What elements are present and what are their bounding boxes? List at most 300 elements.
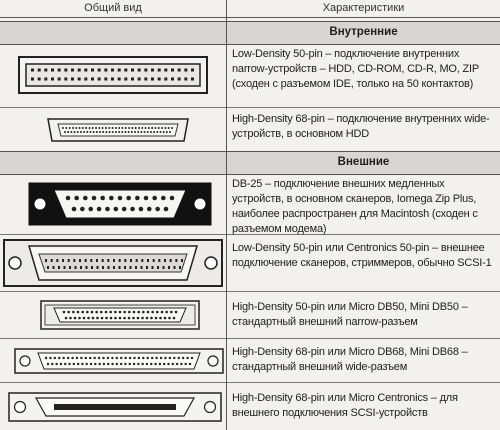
connector-pin — [163, 131, 165, 133]
connector-pin — [164, 127, 166, 129]
connector-pin — [93, 357, 95, 359]
connector-pin — [118, 78, 121, 81]
connector-pin — [158, 127, 160, 129]
connector-pin — [105, 127, 107, 129]
connector-pin — [115, 127, 117, 129]
connector-pin — [74, 196, 79, 201]
connector-pin — [54, 357, 56, 359]
connector-pin — [98, 78, 101, 81]
connector-pin — [63, 311, 66, 314]
connector-pin — [90, 363, 92, 365]
connector-pin — [152, 266, 154, 269]
connector-pin — [131, 69, 134, 72]
connector-pin — [91, 69, 94, 72]
connector-pin — [172, 363, 174, 365]
connector-pin — [83, 317, 86, 320]
connector-pin — [97, 266, 99, 269]
connector-pin — [154, 363, 156, 365]
connector-pin — [159, 317, 162, 320]
connector-pin — [102, 266, 104, 269]
connector-pin — [161, 196, 166, 201]
table-row — [0, 108, 500, 152]
connector-pin — [114, 311, 117, 314]
connector-pin — [144, 196, 149, 201]
connector-pin — [62, 259, 64, 262]
connector-pin — [130, 259, 132, 262]
connector-pin — [67, 357, 69, 359]
connector-pin — [86, 363, 88, 365]
connector-pin — [182, 357, 184, 359]
connector-pin — [170, 196, 175, 201]
connector-pin — [94, 363, 96, 365]
connector-pin — [128, 317, 131, 320]
connector-pin — [86, 266, 88, 269]
connector-pin — [164, 207, 169, 212]
connector-pin — [107, 357, 109, 359]
connector-pin — [100, 311, 103, 314]
connector-pin — [135, 266, 137, 269]
row-description: High-Density 50-pin или Micro DB50, Mini DB50 – стандартный внешний narrow-разъем — [232, 301, 468, 328]
connector-pin — [105, 317, 108, 320]
connector-pin — [170, 311, 173, 314]
section-external-title: Внешние — [337, 156, 390, 168]
connector-pin — [44, 69, 47, 72]
connector-pin — [119, 259, 121, 262]
connector-pin — [64, 266, 66, 269]
connector-pin — [141, 266, 143, 269]
connector-pin — [111, 357, 113, 359]
connector-pin — [137, 131, 139, 133]
connector-pin — [139, 207, 144, 212]
connector-pin — [68, 259, 70, 262]
connector-pin — [137, 363, 139, 365]
connector-pin — [114, 207, 119, 212]
connector-pin — [85, 127, 87, 129]
connector-pin — [168, 127, 170, 129]
centronics-50-pin-connector-icon — [3, 239, 223, 287]
connector-pin — [85, 259, 87, 262]
connector-pin — [140, 131, 142, 133]
connector-pin — [138, 78, 141, 81]
connector-pin — [178, 78, 181, 81]
connector-pin — [157, 266, 159, 269]
connector-pin — [109, 131, 111, 133]
connector-pin — [148, 127, 150, 129]
table-header — [0, 0, 500, 18]
connector-pin — [66, 196, 71, 201]
connector-pin — [131, 78, 134, 81]
connector-pin — [71, 78, 74, 81]
connector-pin — [51, 363, 53, 365]
connector-pin — [147, 131, 149, 133]
connector-pin — [119, 266, 121, 269]
connector-pin — [96, 317, 99, 320]
connector-pin — [141, 317, 144, 320]
connector-pin — [95, 127, 97, 129]
connector-pin — [64, 78, 67, 81]
connector-pin — [121, 131, 123, 133]
connector-pin — [147, 207, 152, 212]
connector-pin — [173, 317, 176, 320]
connector-pin — [92, 196, 97, 201]
connector-pin — [179, 266, 181, 269]
connector-pin — [132, 317, 135, 320]
connector-pin — [88, 127, 90, 129]
connector-pin — [58, 357, 60, 359]
connector-pin — [84, 78, 87, 81]
connector-pin — [58, 266, 60, 269]
header-characteristics: Характеристики — [322, 2, 405, 14]
connector-pin — [64, 363, 66, 365]
connector-pin — [69, 317, 72, 320]
connector-pin — [164, 357, 166, 359]
connector-pin — [96, 259, 98, 262]
connector-pin — [142, 357, 144, 359]
connector-pin — [77, 131, 79, 133]
connector-pin — [144, 78, 147, 81]
connector-pin — [112, 131, 114, 133]
connector-pin — [100, 196, 105, 201]
connector-pin — [129, 357, 131, 359]
connector-pin — [167, 363, 169, 365]
connector-pin — [160, 357, 162, 359]
connector-pin — [109, 196, 114, 201]
connector-pin — [115, 131, 117, 133]
connector-pin — [136, 259, 138, 262]
connector-pin — [164, 69, 167, 72]
connector-pin — [101, 317, 104, 320]
connector-pin — [150, 131, 152, 133]
connector-pin — [164, 259, 166, 262]
connector-pin — [72, 311, 75, 314]
connector-pin — [60, 363, 62, 365]
connector-pin — [103, 363, 105, 365]
table-row — [0, 383, 500, 430]
high-density-68-pin-internal-connector-icon — [38, 117, 198, 143]
connector-pin — [191, 357, 193, 359]
connector-pin — [158, 259, 160, 262]
connector-pin — [158, 69, 161, 72]
connector-pin — [111, 78, 114, 81]
connector-pin — [95, 311, 98, 314]
connector-pin — [189, 363, 191, 365]
connector-pin — [65, 127, 67, 129]
section-internal — [0, 21, 500, 45]
connector-pin — [81, 311, 84, 314]
connector-pin — [118, 127, 120, 129]
connector-pin — [87, 317, 90, 320]
connector-pin — [169, 357, 171, 359]
connector-pin — [99, 131, 101, 133]
connector-pin — [119, 317, 122, 320]
connector-pin — [158, 78, 161, 81]
connector-pin — [123, 311, 126, 314]
connector-pin — [128, 131, 130, 133]
connector-pin — [62, 357, 64, 359]
connector-pin — [118, 69, 121, 72]
connector-pin — [161, 127, 163, 129]
connector-pin — [82, 127, 84, 129]
connector-pin — [147, 357, 149, 359]
connector-pin — [166, 131, 168, 133]
connector-pin — [83, 131, 85, 133]
connector-pin — [49, 357, 51, 359]
connector-pin — [184, 78, 187, 81]
connector-pin — [102, 259, 104, 262]
connector-pin — [74, 131, 76, 133]
connector-pin — [93, 131, 95, 133]
connector-pin — [45, 259, 47, 262]
connector-pin — [90, 259, 92, 262]
connector-pin — [71, 69, 74, 72]
connector-pin — [120, 363, 122, 365]
connector-pin — [119, 311, 122, 314]
connector-pin — [141, 259, 143, 262]
connector-pin — [124, 131, 126, 133]
connector-pin — [51, 78, 54, 81]
connector-pin — [151, 311, 154, 314]
connector-pin — [98, 357, 100, 359]
connector-pin — [146, 317, 149, 320]
connector-pin — [164, 317, 167, 320]
micro-db50-connector-icon — [40, 300, 200, 330]
connector-pin — [150, 363, 152, 365]
connector-pin — [120, 357, 122, 359]
connector-pin — [111, 69, 114, 72]
connector-pin — [31, 69, 34, 72]
connector-pin — [181, 259, 183, 262]
connector-pin — [51, 259, 53, 262]
connector-pin — [138, 357, 140, 359]
connector-pin — [58, 69, 61, 72]
connector-pin — [51, 69, 54, 72]
connector-pin — [126, 196, 131, 201]
connector-pin — [98, 69, 101, 72]
connector-pin — [137, 317, 140, 320]
section-internal-title: Внутренние — [329, 26, 398, 38]
connector-pin — [180, 363, 182, 365]
connector-pin — [107, 259, 109, 262]
connector-pin — [131, 127, 133, 129]
connector-pin — [154, 127, 156, 129]
connector-pin — [138, 127, 140, 129]
connector-pin — [135, 196, 140, 201]
connector-pin — [31, 78, 34, 81]
connector-pin — [116, 357, 118, 359]
connector-pin — [38, 78, 41, 81]
connector-pin — [124, 78, 127, 81]
connector-pin — [85, 357, 87, 359]
connector-pin — [124, 266, 126, 269]
row-description: DB-25 – подключение внешних медленных устройств, в основном сканеров, Iomega Zip Plus, наиболее распространен для Macintosh (сходен с разъемом модема) — [232, 178, 478, 235]
connector-pin — [79, 259, 81, 262]
connector-pin — [163, 266, 165, 269]
connector-pin — [168, 317, 171, 320]
connector-pin — [45, 357, 47, 359]
connector-pin — [153, 131, 155, 133]
connector-pin — [153, 259, 155, 262]
connector-pin — [89, 357, 91, 359]
connector-pin — [128, 311, 131, 314]
connector-pin — [155, 207, 160, 212]
connector-pin — [130, 207, 135, 212]
row-description: High-Density 68-pin – подключение внутренних wide-устройств, в основном HDD — [232, 113, 490, 140]
connector-pin — [171, 69, 174, 72]
connector-pin — [171, 127, 173, 129]
connector-pin — [118, 196, 123, 201]
low-density-50-pin-ribbon-connector-icon — [18, 56, 208, 94]
connector-pin — [79, 127, 81, 129]
connector-pin — [123, 317, 126, 320]
connector-pin — [155, 357, 157, 359]
connector-pin — [109, 311, 112, 314]
connector-pin — [138, 69, 141, 72]
connector-pin — [114, 317, 117, 320]
connector-pin — [104, 78, 107, 81]
connector-pin — [98, 127, 100, 129]
connector-pin — [81, 363, 83, 365]
connector-pin — [92, 127, 94, 129]
connector-pin — [75, 127, 77, 129]
connector-pin — [78, 317, 81, 320]
connector-pin — [53, 266, 55, 269]
connector-pin — [131, 131, 133, 133]
connector-pin — [152, 196, 157, 201]
connector-pin — [111, 363, 113, 365]
connector-pin — [38, 69, 41, 72]
connector-pin — [65, 317, 68, 320]
connector-pin — [47, 266, 49, 269]
connector-pin — [96, 131, 98, 133]
table-row — [0, 235, 500, 292]
connector-pin — [44, 78, 47, 81]
connector-pin — [121, 127, 123, 129]
connector-pin — [130, 266, 132, 269]
connector-pin — [112, 127, 114, 129]
connector-pin — [151, 357, 153, 359]
connector-pin — [55, 363, 57, 365]
connector-pin — [77, 363, 79, 365]
connector-pin — [128, 127, 130, 129]
connector-pin — [118, 131, 120, 133]
connector-pin — [75, 266, 77, 269]
row-description: High-Density 68-pin или Micro Centronics – для внешнего подключения SCSI-устройств — [232, 392, 458, 419]
connector-pin — [69, 266, 71, 269]
connector-pin — [71, 357, 73, 359]
connector-pin — [135, 127, 137, 129]
connector-pin — [176, 363, 178, 365]
connector-pin — [170, 259, 172, 262]
connector-pin — [133, 357, 135, 359]
connector-pin — [56, 259, 58, 262]
connector-pin — [134, 131, 136, 133]
connector-pin — [72, 207, 77, 212]
connector-pin — [77, 311, 80, 314]
connector-pin — [113, 266, 115, 269]
connector-pin — [175, 311, 178, 314]
micro-db68-connector-icon — [14, 346, 224, 376]
connector-pin — [108, 266, 110, 269]
connector-pin — [91, 78, 94, 81]
connector-pin — [146, 363, 148, 365]
connector-pin — [124, 363, 126, 365]
connector-pin — [47, 363, 49, 365]
connector-pin — [116, 363, 118, 365]
header-general-view: Общий вид — [84, 2, 142, 14]
connector-pin — [168, 266, 170, 269]
connector-pin — [146, 266, 148, 269]
connector-pin — [110, 317, 113, 320]
connector-pin — [147, 311, 150, 314]
connector-pin — [175, 259, 177, 262]
connector-pin — [174, 266, 176, 269]
connector-pin — [105, 207, 110, 212]
connector-pin — [73, 363, 75, 365]
connector-pin — [173, 357, 175, 359]
connector-pin — [133, 311, 136, 314]
table-row — [0, 174, 500, 235]
connector-pin — [89, 131, 91, 133]
connector-pin — [178, 357, 180, 359]
connector-pin — [159, 131, 161, 133]
connector-pin — [133, 363, 135, 365]
connector-pin — [72, 127, 74, 129]
table-row — [0, 292, 500, 339]
connector-pin — [88, 207, 93, 212]
connector-pin — [76, 357, 78, 359]
connector-pin — [124, 357, 126, 359]
table-row — [0, 339, 500, 383]
connector-pin — [86, 131, 88, 133]
connector-pin — [67, 311, 70, 314]
connector-pin — [108, 127, 110, 129]
connector-pin — [137, 311, 140, 314]
connector-pin — [178, 69, 181, 72]
table-row — [0, 44, 500, 108]
connector-pin — [151, 69, 154, 72]
connector-pin — [129, 363, 131, 365]
connector-pin — [141, 127, 143, 129]
connector-pin — [144, 131, 146, 133]
connector-pin — [145, 127, 147, 129]
connector-pin — [124, 259, 126, 262]
connector-pin — [122, 207, 127, 212]
connector-pin — [124, 69, 127, 72]
connector-pin — [68, 363, 70, 365]
connector-pin — [91, 311, 94, 314]
micro-centronics-connector-icon — [8, 391, 222, 423]
connector-pin — [163, 363, 165, 365]
connector-pin — [165, 311, 168, 314]
connector-pin — [113, 259, 115, 262]
connector-pin — [125, 127, 127, 129]
row-description: Low-Density 50-pin – подключение внутренних narrow-устройств – HDD, CD-ROM, CD-R, MO, ZIP (сходен с разъемом IDE, только на 50 контактов) — [232, 48, 479, 90]
connector-pin — [91, 266, 93, 269]
connector-pin — [156, 131, 158, 133]
row-description: High-Density 68-pin или Micro DB68, Mini DB68 – стандартный внешний wide-разъем — [232, 346, 468, 373]
connector-pin — [155, 317, 158, 320]
connector-pin — [159, 363, 161, 365]
connector-pin — [169, 131, 171, 133]
connector-pin — [147, 259, 149, 262]
connector-pin — [141, 363, 143, 365]
connector-pin — [142, 311, 145, 314]
connector-pin — [78, 78, 81, 81]
connector-pin — [151, 78, 154, 81]
connector-pin — [161, 311, 164, 314]
connector-pin — [69, 127, 71, 129]
connector-pin — [73, 259, 75, 262]
